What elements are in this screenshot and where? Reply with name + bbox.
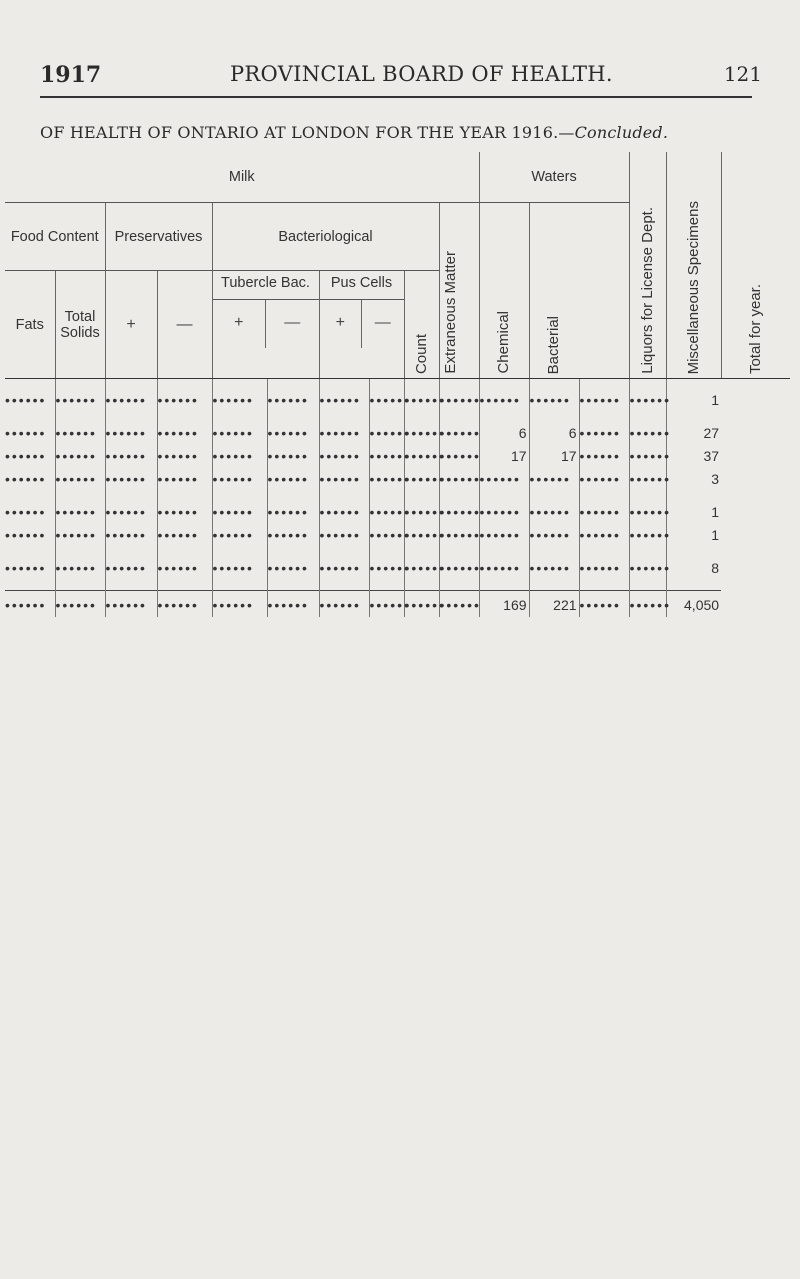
row-spacer: [5, 547, 790, 557]
dot-leader-cell: ••••••: [369, 445, 404, 468]
dot-leader-cell: ••••••: [369, 468, 404, 491]
dot-leader-cell: ••••••: [629, 524, 666, 547]
dot-leader-cell: ••••••: [5, 425, 47, 441]
dot-leader-cell: ••••••: [629, 468, 666, 491]
dot-leader-cell: ••••••: [157, 557, 212, 580]
chemical-cell: ••••••: [479, 557, 529, 580]
dot-leader-cell: ••••••: [5, 448, 47, 464]
bacterial-cell: ••••••: [529, 501, 579, 524]
dot-leader-cell: ••••••: [439, 389, 479, 412]
dot-leader-cell: ••••••: [319, 389, 369, 412]
pus-minus: —: [374, 314, 391, 332]
total-year-header: Total for year.: [721, 152, 790, 378]
dot-leader-cell: ••••••: [629, 389, 666, 412]
dot-leader-cell: ••••••: [157, 591, 212, 618]
dot-leader-cell: ••••••: [212, 389, 267, 412]
dot-leader-cell: ••••••: [369, 422, 404, 445]
dot-leader-cell: ••••••: [579, 557, 629, 580]
dot-leader-cell: ••••••: [105, 445, 157, 468]
total-cell: 1: [666, 501, 721, 524]
dot-leader-cell: ••••••: [157, 445, 212, 468]
dot-leader-cell: ••••••: [157, 501, 212, 524]
dot-leader-cell: ••••••: [579, 501, 629, 524]
pus-cells-block: [319, 271, 404, 378]
table-row: [5, 524, 790, 547]
dot-leader-cell: ••••••: [267, 389, 319, 412]
dot-leader-cell: ••••••: [55, 389, 105, 412]
bacteriological-header: Bacteriological: [212, 203, 439, 271]
dot-leader-cell: ••••••: [55, 524, 105, 547]
dot-leader-cell: ••••••: [212, 557, 267, 580]
subtitle-italic: Concluded.: [574, 123, 669, 142]
laboratory-table: [5, 152, 790, 617]
table-row: [5, 501, 790, 524]
count-header-cell: Count: [404, 271, 439, 378]
header-title: PROVINCIAL BOARD OF HEALTH.: [230, 62, 613, 86]
dot-leader-cell: ••••••: [267, 445, 319, 468]
dot-leader-cell: ••••••: [267, 501, 319, 524]
dot-leader-cell: ••••••: [55, 557, 105, 580]
bacterial-header: Bacterial: [529, 203, 579, 379]
dot-leader-cell: ••••••: [105, 389, 157, 412]
dot-leader-cell: ••••••: [319, 557, 369, 580]
dot-leader-cell: ••••••: [319, 501, 369, 524]
bacterial-cell: ••••••: [529, 524, 579, 547]
dot-leader-cell: ••••••: [579, 468, 629, 491]
dot-leader-cell: ••••••: [267, 422, 319, 445]
dot-leader-cell: ••••••: [319, 468, 369, 491]
dot-leader-cell: ••••••: [55, 422, 105, 445]
dot-leader-cell: ••••••: [212, 468, 267, 491]
dot-leader-cell: ••••••: [212, 501, 267, 524]
table-row: [5, 445, 790, 468]
dot-leader-cell: ••••••: [629, 591, 666, 618]
dot-leader-cell: ••••••: [404, 557, 439, 580]
page-number: 121: [723, 62, 762, 86]
liquors-header: Liquors for License Dept.: [629, 152, 666, 378]
dot-leader-cell: ••••••: [404, 468, 439, 491]
dot-leader-cell: ••••••: [439, 468, 479, 491]
dot-leader-cell: ••••••: [579, 422, 629, 445]
dot-leader-cell: ••••••: [319, 445, 369, 468]
dot-leader-cell: ••••••: [369, 501, 404, 524]
bacterial-cell: 6: [529, 422, 579, 445]
total-cell: 4,050: [666, 591, 721, 618]
preservatives-header: Preservatives: [105, 203, 212, 271]
dot-leader-cell: ••••••: [404, 591, 439, 618]
fats-header: Fats: [15, 316, 44, 333]
dot-leader-cell: ••••••: [5, 560, 47, 576]
dot-leader-cell: ••••••: [5, 591, 55, 618]
table-row: [5, 422, 790, 445]
tubercle-bac-header: Tubercle Bac.: [213, 275, 319, 300]
dot-leader-cell: ••••••: [439, 557, 479, 580]
dot-leader-cell: ••••••: [157, 524, 212, 547]
dot-leader-cell: ••••••: [212, 422, 267, 445]
dot-leader-cell: ••••••: [5, 504, 47, 520]
dot-leader-cell: ••••••: [157, 389, 212, 412]
header-rule: [40, 96, 752, 98]
dot-leader-cell: ••••••: [157, 468, 212, 491]
preservatives-plus: +: [105, 271, 157, 378]
row-spacer: [5, 491, 790, 501]
dot-leader-cell: ••••••: [404, 524, 439, 547]
bacterial-cell: ••••••: [529, 468, 579, 491]
dot-leader-cell: ••••••: [267, 591, 319, 618]
dot-leader-cell: ••••••: [267, 468, 319, 491]
totals-row: [5, 591, 790, 618]
dot-leader-cell: ••••••: [404, 422, 439, 445]
dot-leader-cell: ••••••: [105, 524, 157, 547]
chemical-cell: 17: [479, 445, 529, 468]
miscellaneous-header: Miscellaneous Specimens: [666, 152, 721, 378]
row-spacer: [5, 379, 790, 390]
tubercle-bac-block: [212, 271, 319, 378]
dot-leader-cell: ••••••: [404, 501, 439, 524]
table-subtitle: [40, 123, 668, 142]
dot-leader-cell: ••••••: [5, 392, 47, 408]
table-row: [5, 557, 790, 580]
total-cell: 8: [666, 557, 721, 580]
header-year: 1917: [40, 62, 102, 88]
bacterial-cell: 17: [529, 445, 579, 468]
dot-leader-cell: ••••••: [55, 501, 105, 524]
row-spacer: [5, 412, 790, 422]
dot-leader-cell: ••••••: [579, 445, 629, 468]
dot-leader-cell: ••••••: [629, 445, 666, 468]
chemical-cell: 169: [479, 591, 529, 618]
dot-leader-cell: ••••••: [105, 468, 157, 491]
bacterial-cell: ••••••: [529, 557, 579, 580]
dot-leader-cell: ••••••: [212, 524, 267, 547]
chemical-cell: 6: [479, 422, 529, 445]
dot-leader-cell: ••••••: [439, 524, 479, 547]
dot-leader-cell: ••••••: [629, 501, 666, 524]
dot-leader-cell: ••••••: [579, 524, 629, 547]
chemical-cell: ••••••: [479, 524, 529, 547]
dot-leader-cell: ••••••: [369, 524, 404, 547]
total-cell: 27: [666, 422, 721, 445]
dot-leader-cell: ••••••: [157, 422, 212, 445]
dot-leader-cell: ••••••: [5, 471, 47, 487]
tubercle-plus: +: [213, 300, 267, 348]
dot-leader-cell: ••••••: [212, 591, 267, 618]
total-solids-header: Total Solids: [55, 271, 105, 378]
dot-leader-cell: ••••••: [369, 591, 404, 618]
dot-leader-cell: ••••••: [369, 557, 404, 580]
table-row: [5, 468, 790, 491]
table-row: [5, 389, 790, 412]
dot-leader-cell: ••••••: [319, 422, 369, 445]
dot-leader-cell: ••••••: [439, 591, 479, 618]
dot-leader-cell: ••••••: [55, 591, 105, 618]
milk-header: Milk: [5, 152, 479, 203]
bacterial-cell: ••••••: [529, 389, 579, 412]
food-content-header: Food Content: [5, 203, 105, 271]
total-cell: 3: [666, 468, 721, 491]
dot-leader-cell: ••••••: [629, 557, 666, 580]
waters-header: Waters: [479, 152, 629, 203]
dot-leader-cell: ••••••: [369, 389, 404, 412]
dot-leader-cell: ••••••: [105, 501, 157, 524]
dot-leader-cell: ••••••: [404, 445, 439, 468]
dot-leader-cell: ••••••: [267, 557, 319, 580]
dot-leader-cell: ••••••: [579, 389, 629, 412]
dot-leader-cell: ••••••: [439, 445, 479, 468]
pus-cells-header: Pus Cells: [320, 275, 404, 300]
dot-leader-cell: ••••••: [55, 468, 105, 491]
dot-leader-cell: ••••••: [439, 501, 479, 524]
dot-leader-cell: ••••••: [105, 422, 157, 445]
dot-leader-cell: ••••••: [105, 557, 157, 580]
page-header: [40, 62, 762, 92]
dot-leader-cell: ••••••: [212, 445, 267, 468]
dot-leader-cell: ••••••: [579, 591, 629, 618]
tubercle-minus: —: [284, 314, 301, 332]
total-cell: 37: [666, 445, 721, 468]
dot-leader-cell: ••••••: [629, 422, 666, 445]
dot-leader-cell: ••••••: [5, 527, 47, 543]
row-spacer: [5, 580, 790, 591]
pus-plus: +: [320, 300, 363, 348]
total-cell: 1: [666, 524, 721, 547]
dot-leader-cell: ••••••: [404, 389, 439, 412]
chemical-cell: ••••••: [479, 501, 529, 524]
dot-leader-cell: ••••••: [105, 591, 157, 618]
bacterial-cell: 221: [529, 591, 579, 618]
chemical-header: Chemical: [479, 203, 529, 379]
dot-leader-cell: ••••••: [55, 445, 105, 468]
extraneous-header: Extraneous Matter: [439, 203, 479, 379]
chemical-cell: ••••••: [479, 389, 529, 412]
dot-leader-cell: ••••••: [267, 524, 319, 547]
total-cell: 1: [666, 389, 721, 412]
subtitle-text: OF HEALTH OF ONTARIO AT LONDON FOR THE YEAR 1916.—: [40, 123, 575, 142]
chemical-cell: ••••••: [479, 468, 529, 491]
dot-leader-cell: ••••••: [319, 524, 369, 547]
preservatives-minus: —: [157, 271, 212, 378]
dot-leader-cell: ••••••: [319, 591, 369, 618]
dot-leader-cell: ••••••: [439, 422, 479, 445]
